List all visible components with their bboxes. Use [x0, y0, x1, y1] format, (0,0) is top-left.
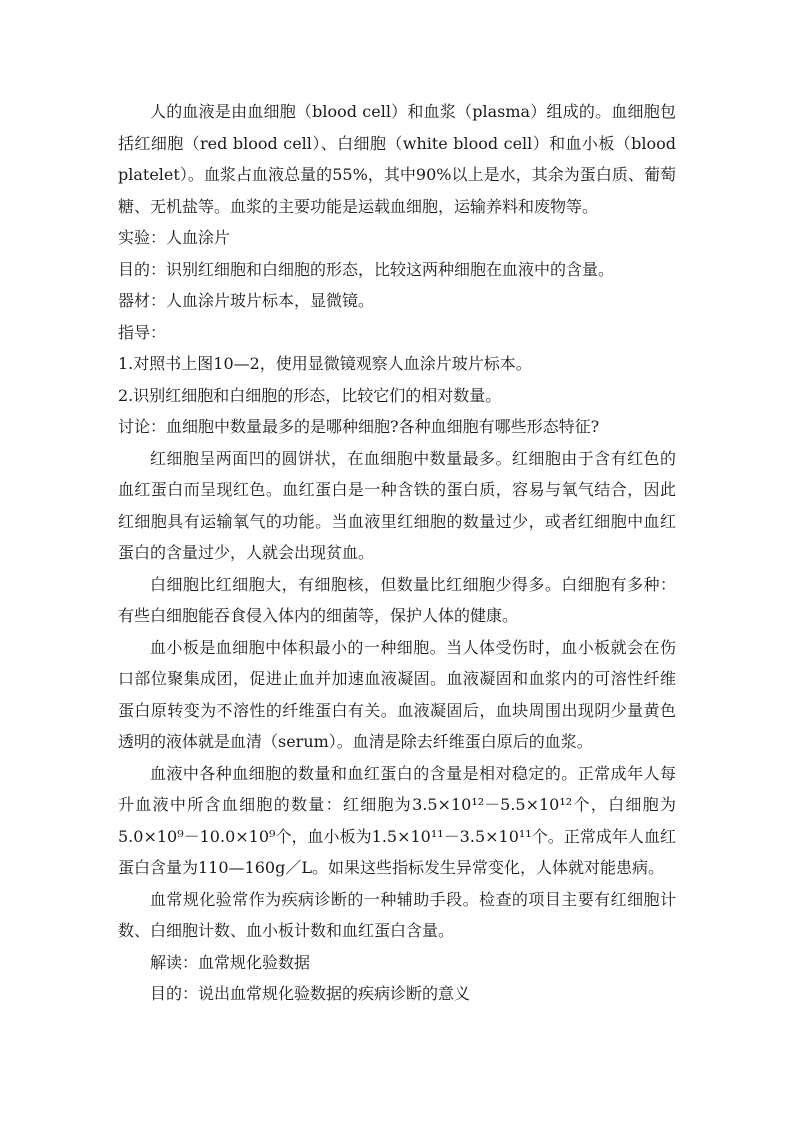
- interpretation-purpose: 目的：说出血常规化验数据的疾病诊断的意义: [150, 984, 471, 1003]
- experiment-title: 实验：人血涂片: [118, 228, 231, 247]
- paragraph-blood-composition: 人的血液是由血细胞（blood cell）和血浆（plasma）组成的。血细胞包括红细胞（red blood cell）、白细胞（white blood cell）和血小板（blood platelet）。血浆占血液总量的55%，其中90%以上是水，其余为蛋白质、葡萄糖、无机盐等。血浆的主要功能是运载血细胞，运输养料和废物等。: [118, 102, 676, 216]
- experiment-purpose: 目的：识别红细胞和白细胞的形态，比较这两种细胞在血液中的含量。: [118, 259, 615, 279]
- paragraph-white-blood-cells: 白细胞比红细胞大，有细胞核，但数量比红细胞少得多。白细胞有多种：有些白细胞能吞食侵入体内的细菌等，保护人体的健康。: [118, 574, 676, 625]
- paragraph-blood-routine: 血常规化验常作为疾病诊断的一种辅助手段。检查的项目主要有红细胞计数、白细胞计数、血小板计数和血红蛋白含量。: [118, 889, 676, 940]
- document-page: [118, 96, 676, 1010]
- guidance-step-1: 1.对照书上图10—2，使用显微镜观察人血涂片玻片标本。: [118, 354, 532, 373]
- guidance-step-2: 2.识别红细胞和白细胞的形态，比较它们的相对数量。: [118, 385, 502, 405]
- paragraph-platelets: 血小板是血细胞中体积最小的一种细胞。当人体受伤时，血小板就会在伤口部位聚集成团，促进止血并加速血液凝固。血液凝固和血浆内的可溶性纤维蛋白原转变为不溶性的纤维蛋白有关。血液凝固后，血块周围出现阴少量黄色透明的液体就是血清（serum）。血清是除去纤维蛋白原后的血浆。: [118, 637, 676, 751]
- experiment-materials: 器材：人血涂片玻片标本，显微镜。: [118, 291, 375, 310]
- guidance-heading: 指导：: [118, 322, 167, 342]
- paragraph-cell-counts: 血液中各种血细胞的数量和血红蛋白的含量是相对稳定的。正常成年人每升血液中所含血细胞的数量：红细胞为3.5×10¹²－5.5×10¹²个，白细胞为5.0×10⁹－10.0×10⁹个，血小板为1.5×10¹¹－3.5×10¹¹个。正常成年人血红蛋白含量为110—160g／L。如果这些指标发生异常变化，人体就对能患病。: [118, 763, 676, 877]
- interpretation-title: 解读：血常规化验数据: [150, 952, 311, 972]
- paragraph-red-blood-cells: 红细胞呈两面凹的圆饼状，在血细胞中数量最多。红细胞由于含有红色的血红蛋白而呈现红色。血红蛋白是一种含铁的蛋白质，容易与氧气结合，因此红细胞具有运输氧气的功能。当血液里红细胞的数量过少，或者红细胞中血红蛋白的含量过少，人就会出现贫血。: [118, 448, 676, 562]
- discussion-question: 讨论：血细胞中数量最多的是哪种细胞?各种血细胞有哪些形态特征?: [118, 417, 600, 436]
